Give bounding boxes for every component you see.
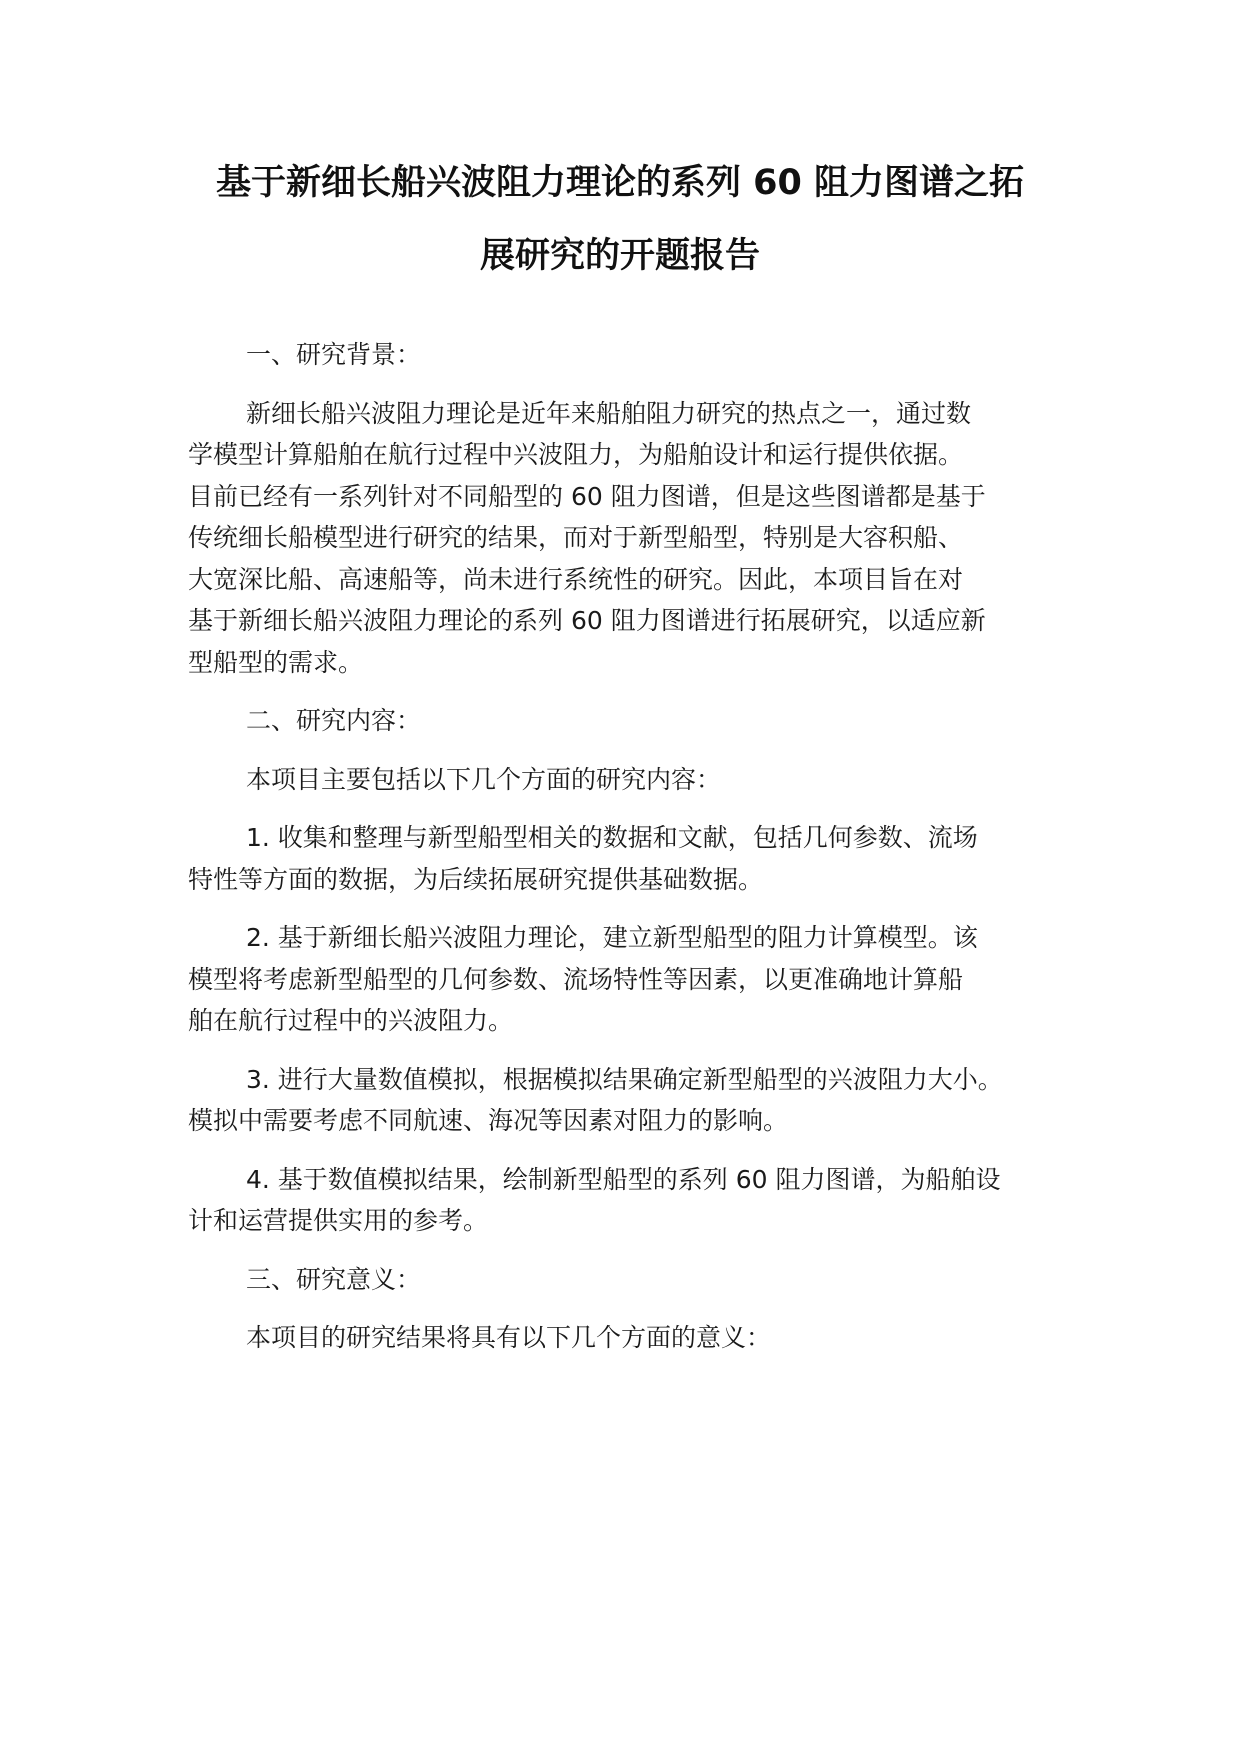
section-heading-significance: 三、研究意义： bbox=[246, 1265, 422, 1294]
background-paragraph-line: 传统细长船模型进行研究的结果，而对于新型船型，特别是大容积船、 bbox=[188, 523, 964, 552]
background-paragraph-line: 新细长船兴波阻力理论是近年来船舶阻力研究的热点之一，通过数 bbox=[246, 399, 972, 428]
content-item-2-line: 舶在航行过程中的兴波阻力。 bbox=[188, 1006, 514, 1035]
content-item-3-line: 模拟中需要考虑不同航速、海况等因素对阻力的影响。 bbox=[188, 1106, 789, 1135]
content-item-4-line: 4. 基于数值模拟结果，绘制新型船型的系列 60 阻力图谱，为船舶设 bbox=[246, 1165, 1001, 1194]
section-heading-background: 一、研究背景： bbox=[246, 340, 422, 369]
title-line-1: 基于新细长船兴波阻力理论的系列 60 阻力图谱之拓 bbox=[215, 163, 1025, 203]
content-item-1-line: 特性等方面的数据，为后续拓展研究提供基础数据。 bbox=[188, 865, 764, 894]
background-paragraph-line: 大宽深比船、高速船等，尚未进行系统性的研究。因此，本项目旨在对 bbox=[188, 565, 964, 594]
background-paragraph-line: 学模型计算船舶在航行过程中兴波阻力，为船舶设计和运行提供依据。 bbox=[188, 440, 964, 469]
content-item-2-line: 模型将考虑新型船型的几何参数、流场特性等因素，以更准确地计算船 bbox=[188, 965, 964, 994]
content-item-1-line: 1. 收集和整理与新型船型相关的数据和文献，包括几何参数、流场 bbox=[246, 823, 978, 852]
content-item-2-line: 2. 基于新细长船兴波阻力理论，建立新型船型的阻力计算模型。该 bbox=[246, 923, 978, 952]
content-intro: 本项目主要包括以下几个方面的研究内容： bbox=[246, 765, 722, 794]
significance-intro: 本项目的研究结果将具有以下几个方面的意义： bbox=[246, 1323, 772, 1352]
background-paragraph-line: 基于新细长船兴波阻力理论的系列 60 阻力图谱进行拓展研究，以适应新 bbox=[188, 606, 986, 635]
content-item-4-line: 计和运营提供实用的参考。 bbox=[188, 1206, 489, 1235]
content-item-3-line: 3. 进行大量数值模拟，根据模拟结果确定新型船型的兴波阻力大小。 bbox=[246, 1065, 1003, 1094]
title-line-2: 展研究的开题报告 bbox=[479, 236, 760, 276]
background-paragraph-line: 目前已经有一系列针对不同船型的 60 阻力图谱，但是这些图谱都是基于 bbox=[188, 482, 986, 511]
section-heading-content: 二、研究内容： bbox=[246, 706, 422, 735]
background-paragraph-line: 型船型的需求。 bbox=[188, 648, 364, 677]
